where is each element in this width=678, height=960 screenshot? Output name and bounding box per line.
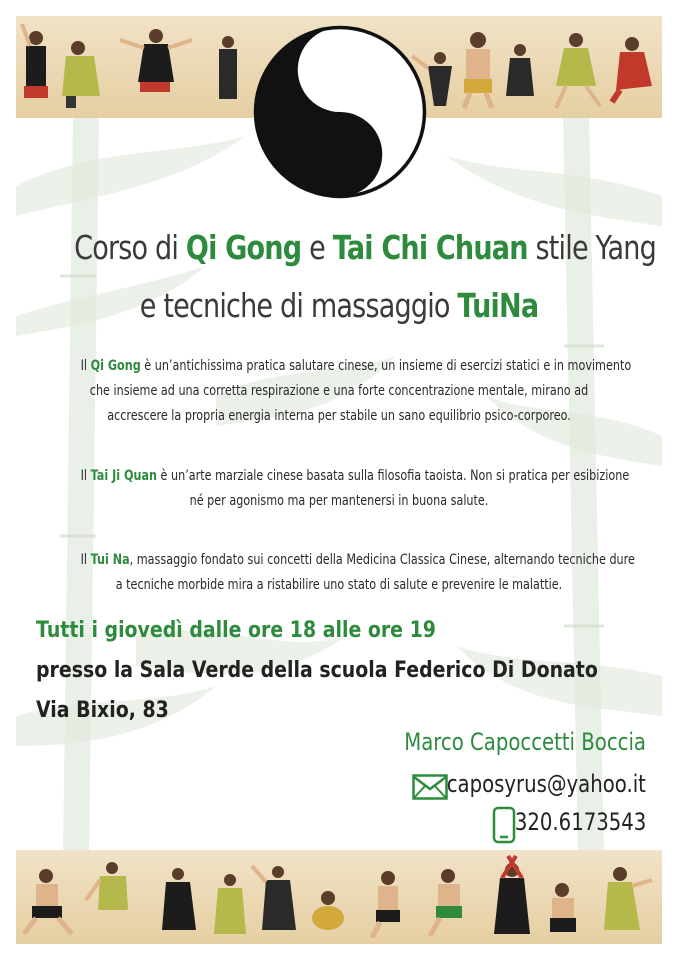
paragraph-text: è un’antichissima pratica salutare cinese, un insieme di esercizi statici e in movimento [140,358,632,374]
contact-name: Marco Capoccetti Boccia [404,728,646,756]
figure-b4 [214,874,246,934]
paragraph-line: né per agonismo ma per mantenersi in buona salute. [189,493,489,509]
title-tuina: TuiNa [457,286,539,325]
paragraph-line [80,354,632,379]
figure-9 [612,37,652,102]
title-line-1 [74,228,656,267]
schedule-when: Tutti i giovedì dalle ore 18 alle ore 19 [36,618,436,643]
figure-b5 [252,866,296,930]
contact-email[interactable]: caposyrus@yahoo.it [446,770,646,798]
figure-3 [120,29,192,92]
paragraph-line [80,548,635,573]
poster [16,16,662,944]
paragraph-line: a tecniche morbide mira a ristabilire uno stato di salute e prevenire le malattie. [115,577,563,593]
contact-phone-row [396,806,646,842]
title-text: e tecniche di massaggio [139,286,458,325]
contact-email-row [396,768,646,804]
highlight-qigong: Qi Gong [90,358,141,374]
figure-7 [506,44,534,96]
highlight-tuina: Tui Na [90,552,130,568]
figure-b2 [86,862,128,910]
title-text: Corso di [74,228,186,267]
schedule-where: presso la Sala Verde della scuola Federico Di Donato [36,658,598,683]
figure-8 [556,33,600,108]
paragraph-text: Il [80,468,91,484]
figure-1 [22,24,48,98]
figure-6 [464,32,492,108]
title-qigong: Qi Gong [185,228,302,267]
figure-b8 [430,869,462,936]
highlight-taiji: Tai Ji Quan [90,468,157,484]
figure-b1 [24,869,72,934]
paragraph-line [80,464,630,489]
yin-yang-icon [252,24,428,200]
title-line-2 [74,286,604,325]
paragraph-line: accrescere la propria energia interna per stabile un sano equilibrio psico-corporeo. [107,408,571,424]
paragraph-text: Il [80,358,91,374]
figure-b6 [312,891,344,930]
title-text: e [301,228,333,267]
title-text: stile Yang [527,228,656,267]
figure-2 [62,41,100,108]
figure-b7 [372,871,400,938]
figure-b11 [604,867,652,930]
schedule-address: Via Bixio, 83 [36,698,169,723]
mobile-phone-icon [492,806,516,844]
contact-phone[interactable]: 320.6173543 [514,808,646,836]
paragraph-text: Il [80,552,91,568]
taiji-figures-illustration [16,850,662,944]
title-taichi: Tai Chi Chuan [332,228,528,267]
bottom-figures-band [16,850,662,944]
figure-b9 [494,856,530,934]
paragraph-text: è un’arte marziale cinese basata sulla filosofia taoista. Non si pratica per esibizione [157,468,630,484]
paragraph-text: , massaggio fondato sui concetti della Medicina Classica Cinese, alternando tecniche dure [129,552,635,568]
paragraph-line: che insieme ad una corretta respirazione e una forte concentrazione mentale, mirano ad [89,383,589,399]
envelope-icon [412,774,448,800]
figure-b3 [162,868,196,930]
figure-4 [219,36,237,99]
figure-b10 [550,883,576,932]
